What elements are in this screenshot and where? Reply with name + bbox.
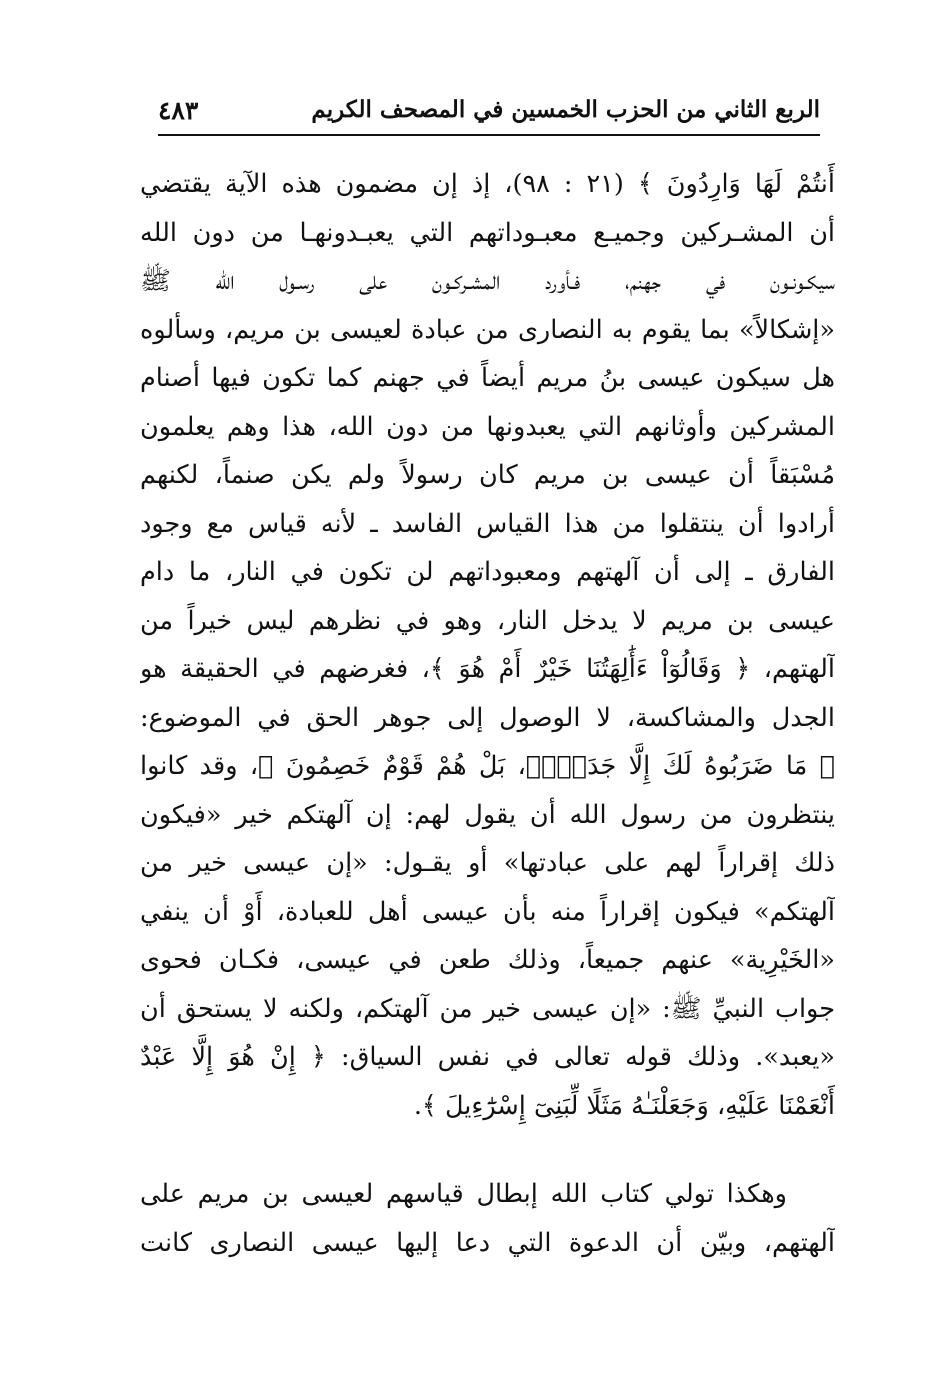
paragraph-gap xyxy=(140,1130,835,1170)
text-line: أَنْعَمْنَا عَلَيْهِ، وَجَعَلْنَـٰهُ مَثَلًا لِّبَنِىٓ إِسْرَٰٓءِيلَ ﴾. xyxy=(413,1090,835,1121)
text-line: أن المشـركين وجميـع معبـوداتهم التي يعبـدونهـا من دون الله xyxy=(140,217,835,248)
main-text xyxy=(140,160,835,1267)
text-line: جواب النبيِّ ﷺ: «إن عيسى خير من آلهتكم، ولكنه لا يستحق أن xyxy=(140,993,835,1024)
running-title: الربع الثاني من الحزب الخمسين في المصحف الكريم xyxy=(311,96,820,123)
text-line: مُسْبَقاً أن عيسى بن مريم كان رسولاً ولم يكن صنماً، لكنهم xyxy=(140,460,835,490)
text-line: آلهتهم، وبيّن أن الدعوة التي دعا إليها عيسى النصارى كانت xyxy=(140,1227,835,1258)
text-line: سيكـونـون في جهنم، فـأورد المشـركـون على رسـول الله ﷺ xyxy=(140,266,835,296)
text-line: «إشكالاً» بما يقوم به النصارى من عبادة لعيسى بن مريم، وسألوه xyxy=(140,314,835,345)
text-line: ينتظرون من رسول الله أن يقول لهم: إن آلهتكم خير «فيكون xyxy=(140,799,835,830)
page-header xyxy=(158,92,820,132)
text-line: ﴿ مَا ضَرَبُوهُ لَكَ إِلَّا جَدَلَاۢ، بَلْ هُمْ قَوْمٌ خَصِمُونَ ﴾، وقد كانوا xyxy=(140,751,835,781)
text-line: هل سيكون عيسى بنُ مريم أيضاً في جهنم كما تكون فيها أصنام xyxy=(140,363,835,393)
text-line: المشركين وأوثانهم التي يعبدونها من دون الله، هذا وهم يعلمون xyxy=(140,411,835,442)
text-line: آلهتهم، ﴿ وَقَالُوٓاْ ءَأَٰلِهَتُنَا خَيْرٌ أَمْ هُوَ ﴾، فغرضهم في الحقيقة هو xyxy=(140,654,835,684)
text-line: عيسى بن مريم لا يدخل النار، وهو في نظرهم ليس خيراً من xyxy=(140,605,835,636)
paragraph-2 xyxy=(140,1170,835,1267)
text-line: «يعبد». وذلك قوله تعالى في نفس السياق: ﴿ إِنْ هُوَ إِلَّا عَبْدٌ xyxy=(140,1042,835,1072)
text-line: أَنتُمْ لَهَا وَارِدُونَ ﴾ (٢١ : ٩٨)، إذ إن مضمون هذه الآية يقتضي xyxy=(140,169,835,199)
text-line: «الخَيْرِية» عنهم جميعاً، وذلك طعن في عيسى، فكـان فحوى xyxy=(140,945,835,975)
paragraph-1 xyxy=(140,160,835,1130)
text-line: الجدل والمشاكسة، لا الوصول إلى جوهر الحق في الموضوع: xyxy=(140,702,835,733)
text-line: وهكذا تولي كتاب الله إبطال قياسهم لعيسى بن مريم على xyxy=(140,1179,787,1209)
text-line: ذلك إقراراً لهم على عبادتها» أو يقـول: «إن عيسى خير من xyxy=(140,848,835,878)
page-number: ٤٨٣ xyxy=(158,96,199,125)
header-divider xyxy=(158,134,820,136)
text-line: الفارق ـ إلى أن آلهتهم ومعبوداتهم لن تكون في النار، ما دام xyxy=(140,557,835,587)
text-line: آلهتكم» فيكون إقراراً منه بأن عيسى أهل للعبادة، أَوْ أن ينفي xyxy=(140,896,835,927)
text-line: أرادوا أن ينتقلوا من هذا القياس الفاسد ـ لأنه قياس مع وجود xyxy=(140,508,835,539)
